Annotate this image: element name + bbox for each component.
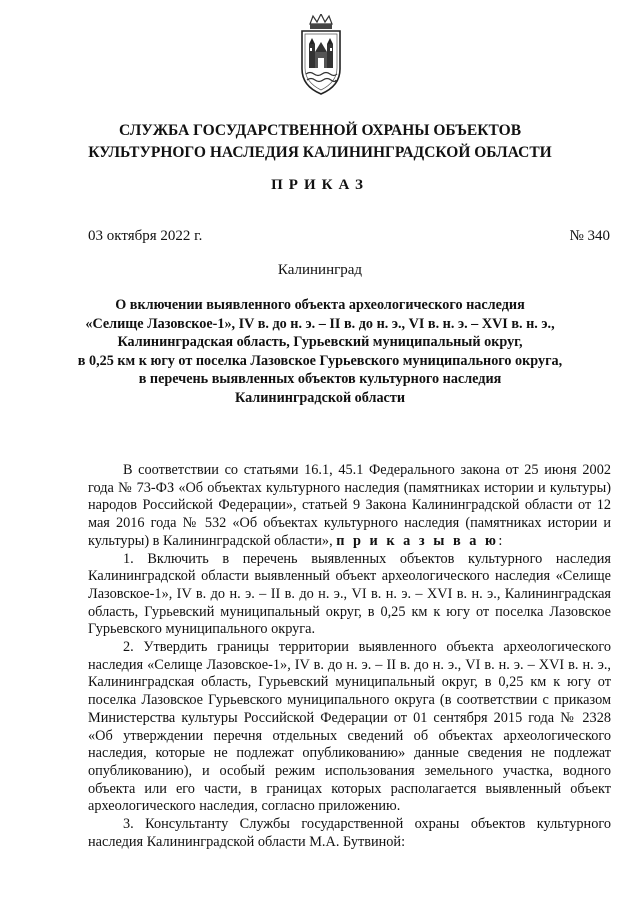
order-item-3: 3. Консультанту Службы государственной охраны объектов культурного наследия Калининградской области М.А. Бутвиной: — [88, 816, 611, 850]
order-colon: : — [498, 532, 503, 549]
subject-line: Калининградской области — [234, 389, 405, 406]
preamble-text: В соответствии со статьями 16.1, 45.1 Федерального закона от 25 июня 2002 года № 73-ФЗ «Об объектах культурного наследия (памятниках истории и культуры) народов Российской Федерации», статьей 9 Закона Калининградской области от 12 мая 2016 года № 532 «Об объектах культурного наследия (памятниках истории и культуры) в Калининградской области», — [88, 462, 611, 549]
document-type: ПРИКАЗ — [271, 177, 369, 193]
subject-line: в 0,25 км к югу от поселка Лазовское Гурьевского муниципального округа, — [77, 352, 563, 369]
document-subject — [60, 296, 580, 407]
coat-of-arms-emblem — [296, 14, 346, 96]
document-number: № 340 — [569, 228, 610, 244]
order-item-1: 1. Включить в перечень выявленных объектов культурного наследия Калининградской области выявленный объект археологического наследия «Селище Лазовское-1», IV в. до н. э. – II в. до н. э., VI в. н. э. – XVI в. н. э., Калининградская область, Гурьевский муниципальный округ, в 0,25 км к югу от поселка Лазовское Гурьевского муниципального округа. — [88, 550, 611, 638]
organization-name — [40, 120, 600, 164]
document-city: Калининград — [277, 262, 363, 278]
subject-line: в перечень выявленных объектов культурного наследия — [138, 371, 502, 387]
subject-line: О включении выявленного объекта археологического наследия — [115, 297, 525, 313]
preamble-paragraph — [88, 462, 611, 551]
order-word: п р и к а з ы в а ю — [336, 532, 499, 549]
subject-line: Калининградская область, Гурьевский муниципальный округ, — [117, 334, 523, 350]
document-body — [88, 462, 611, 851]
organization-name-line1: СЛУЖБА ГОСУДАРСТВЕННОЙ ОХРАНЫ ОБЪЕКТОВ — [118, 122, 522, 139]
document-date: 03 октября 2022 г. — [88, 228, 203, 244]
organization-name-line2: КУЛЬТУРНОГО НАСЛЕДИЯ КАЛИНИНГРАДСКОЙ ОБЛАСТИ — [88, 144, 552, 161]
subject-line: «Селище Лазовское-1», IV в. до н. э. – II в. до н. э., VI в. н. э. – XVI в. н. э., — [85, 315, 555, 332]
order-item-2: 2. Утвердить границы территории выявленного объекта археологического наследия «Селище Лазовское-1», IV в. до н. э. – II в. до н. э., VI в. н. э. – XVI в. н. э., Калининградская область, Гурьевский муниципальный округ, в 0,25 км к югу от поселка Лазовское Гурьевского муниципального округа (в соответствии с приказом Министерства культуры Российской Федерации от 01 сентября 2015 года № 2328 «Об утверждении перечня отдельных сведений об объектах археологического наследия, которые не подлежат опубликованию» данные сведения не подлежат опубликованию), и особый режим использования земельного участка, водного объекта или его части, в границах которых располагается выявленный объект археологического наследия, согласно приложению. — [88, 639, 611, 815]
